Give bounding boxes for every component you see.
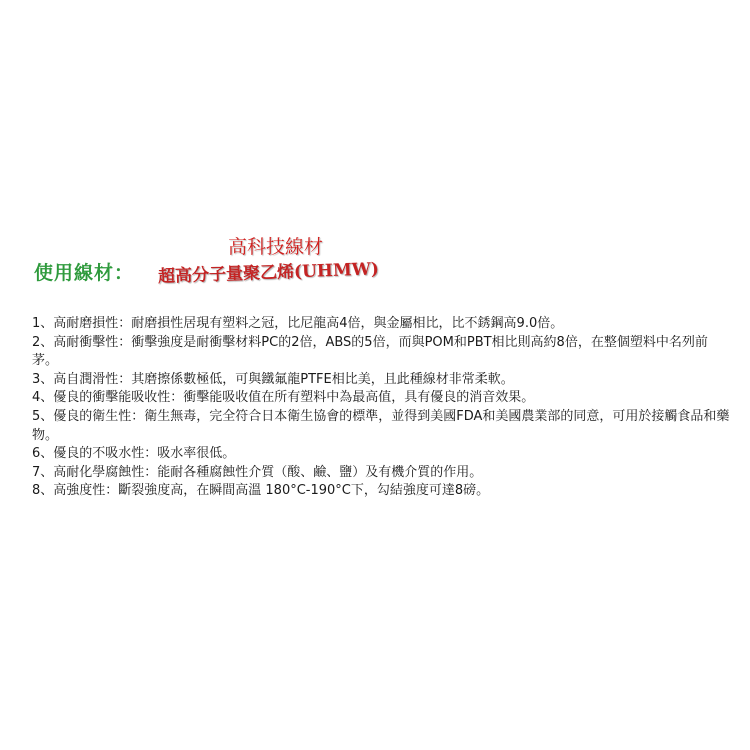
feature-text: 4、優良的衝擊能吸收性：衝擊能吸收值在所有塑料中為最高值，具有優良的消音效果。 xyxy=(32,390,535,406)
feature-item-5 xyxy=(32,408,732,445)
feature-text: 3、高自潤滑性：其磨擦係數極低，可與鐵氟龍PTFE相比美，且此種線材非常柔軟。 xyxy=(32,371,514,387)
feature-text: 5、優良的衛生性：衛生無毒，完全符合日本衛生協會的標準，並得到美國FDA和美國農業部的同意，可用於接觸食品和藥物。 xyxy=(32,408,730,443)
feature-text: 7、高耐化學腐蝕性：能耐各種腐蝕性介質（酸、鹼、鹽）及有機介質的作用。 xyxy=(32,464,483,480)
feature-item-1 xyxy=(32,315,732,334)
feature-item-6 xyxy=(32,445,732,464)
feature-item-4 xyxy=(32,389,732,408)
feature-item-2 xyxy=(32,334,732,371)
uhmw-title: 超高分子量聚乙烯(UHMW) xyxy=(157,259,380,287)
feature-text: 8、高強度性：斷裂強度高，在瞬間高溫 180°C-190°C下，勾結強度可達8磅。 xyxy=(32,483,490,499)
feature-text: 2、高耐衝擊性：衝擊強度是耐衝擊材料PC的2倍，ABS的5倍，而與POM和PBT相比則高約8倍，在整個塑料中名列前茅。 xyxy=(32,334,708,369)
feature-text: 6、優良的不吸水性：吸水率很低。 xyxy=(32,446,236,462)
feature-item-3 xyxy=(32,371,732,390)
feature-item-8 xyxy=(32,482,732,501)
feature-text: 1、高耐磨損性：耐磨損性居現有塑料之冠，比尼龍高4倍，與金屬相比，比不銹鋼高9.0倍。 xyxy=(32,316,564,331)
material-label: 使用線材： xyxy=(34,262,135,284)
feature-item-7 xyxy=(32,464,732,483)
feature-list xyxy=(32,315,732,501)
hi-tech-line-title: 高科技線材 xyxy=(228,236,324,258)
